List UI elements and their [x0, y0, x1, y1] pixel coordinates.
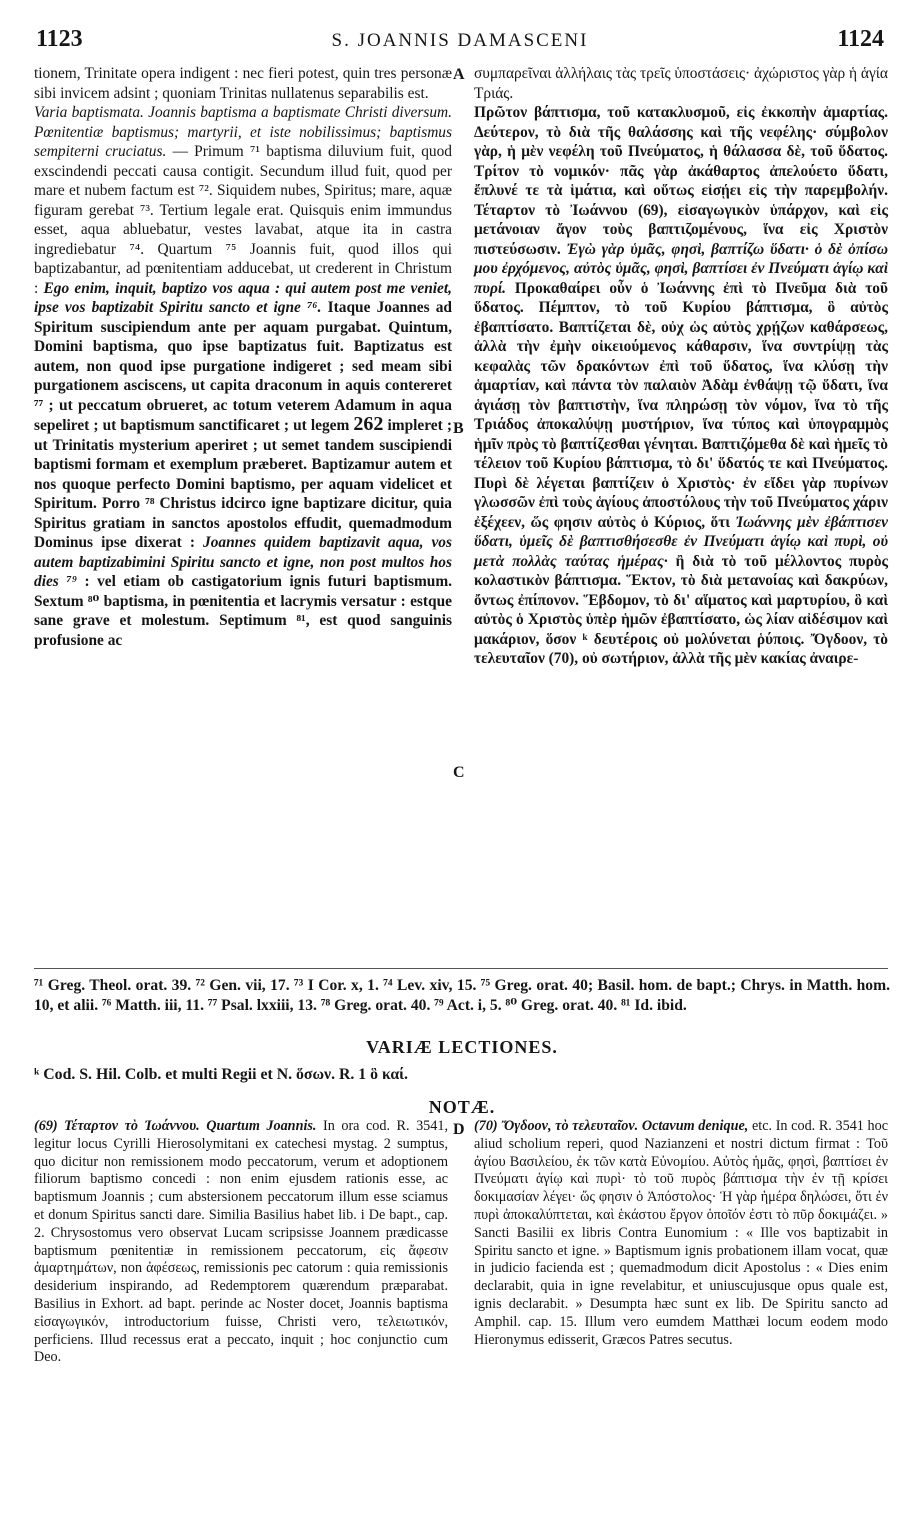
- latin-paragraph-3: Itaque Joannes ad Spiritum suscipiendum ante per aquam purgabat. Quintum, Domini baptisma, quo ipse baptizatus fuit. Baptizatus est autem, non quod ipse purgatione indigeret ; sed meam sibi purgationem asciscens, ut capita draconum in aquis contereret ⁷⁷ ; ut peccatum obrueret, ac totum veterem Adamum in aqua sepeliret ; ut baptismum sanctificaret ; ut legem: [34, 299, 452, 434]
- note-70: [474, 1118, 888, 1349]
- page-number-left: 1123: [36, 26, 83, 52]
- greek-quote-1: Ἐγὼ γὰρ ὑμᾶς, φησὶ, βαπτίζω ὕδατι· ὁ δὲ ὀπίσω μου ἐρχόμενος, αὐτὸς ὑμᾶς, φησὶ, βαπτίσει ἐν Πνεύματι ἁγίῳ καὶ πυρί.: [474, 240, 888, 297]
- latin-paragraph-2: — Primum ⁷¹ baptisma diluvium fuit, quod exscindendi peccati causa contigit. Secundum illud fuit, quod per mare et nubem factum est ⁷². Siquidem nubes, Spiritus; mare, aquæ figuram gerebat ⁷³. Tertium legale erat. Quisquis enim immundus esset, aqua abluebatur, vestes lavabat, atque ita in castra ingrediebatur ⁷⁴. Quartum ⁷⁵ Joannis fuit, quod illos qui baptizabantur, ad pœnitentiam adducebat, ut crederent in Christum :: [34, 143, 453, 297]
- greek-quote-2: Ἰωάννης μὲν ἐβάπτισεν ὕδατι, ὑμεῖς δὲ βαπτισθήσεσθε ἐν Πνεύματι ἁγίῳ καὶ πυρὶ, οὐ μετὰ πολλὰς ταύτας ἡμέρας·: [474, 513, 888, 570]
- note-70-body: etc. In cod. R. 3541 hoc aliud scholium reperi, quod Nazianzeni et nostri dictum firmat : Τοῦ ἁγίου Βασιλείου, ἐκ τῶν κατὰ Εὐνομίου. Αὐτὸς ἡμᾶς, φησὶ, βαπτίσει ἐν Πνεύματι ἁγίῳ καὶ πυρὶ· τὸ τοῦ πυρὸς βάπτισμα τὴν ἐν τῇ κρίσει δοκιμασίαν λέγει· ὥς φησιν ὁ Ἀπόστολος· Ἡ γὰρ ἡμέρα δηλώσει, ὅτι ἐν πυρὶ ἀποκαλύπτεται, καὶ ἑκάστου ἔργον ὁποῖόν ἐστι τὸ πῦρ δοκιμάζει. » Sancti Basilii ex libris Contra Eunomium : « Ille vos baptizabit in Spiritu sancto et igne. » Baptismum ignis probationem illam vocat, quæ in judicio facienda est ; quemadmodum dicit Apostolus : « Dies enim declarabit, quia in igne revelabitur, et uniuscujusque opus quale est, ignis declarabit. » Desumpta hæc sunt ex lib. De Spiritu sancto ad Amphil. cap. 15. Illum vero eumdem Matthæi locum eodem modo Hieronymus edisserit, Græcos Patres secutus.: [474, 1118, 889, 1348]
- variae-lectiones-heading: VARIÆ LECTIONES.: [366, 1037, 558, 1057]
- running-title: S. JOANNIS DAMASCENI: [331, 30, 589, 51]
- latin-quote-2: Joannes quidem baptizavit aqua, vos autem baptizabimini Spiritu sancto et igne, non post multos hos dies ⁷⁹: [34, 534, 452, 590]
- divider: [34, 968, 888, 969]
- latin-quote-1: Ego enim, inquit, baptizo vos aqua : qui autem post me veniet, ipse vos baptizabit Spiritu sancto et igne ⁷⁶.: [34, 279, 452, 316]
- column-number: 262: [353, 413, 384, 435]
- greek-paragraph-2: Πρῶτον βάπτισμα, τοῦ κατακλυσμοῦ, εἰς ἐκκοπὴν ἁμαρτίας. Δεύτερον, τὸ διὰ τῆς θαλάσσης καὶ τῆς νεφέλης· σύμβολον γὰρ, ἡ μὲν νεφέλη τοῦ Πνεύματος, ἡ θάλασσα δὲ, τοῦ ὕδατος. Τρίτον τὸ νομικόν· πᾶς γὰρ ἀκάθαρτος ἀπελούετο ὕδατι, ἔπλυνέ τε τὰ ἱμάτια, καὶ οὕτως εἰσῄει εἰς τὴν παρεμβολήν. Τέταρτον τὸ Ἰωάννου (69), εἰσαγωγικὸν ὑπάρχον, καὶ εἰς μετάνοιαν ἄγον τοὺς βαπτιζομένους, ἵνα εἰς Χριστὸν πιστεύσωσιν.: [474, 104, 888, 258]
- latin-section-heading: Varia baptismata. Joannis baptisma a baptismate Christi diversum. Pœnitentiæ baptismus; martyrii, et iste nobilissimus; baptismus sempiterni cruciatus.: [34, 104, 452, 160]
- note-70-label: (70) Ὄγδοον, τὸ τελευταῖον. Octavum denique,: [474, 1118, 749, 1134]
- variae-lectiones-text: ᵏ Cod. S. Hil. Colb. et multi Regii et N. ὅσων. R. 1 ὃ καί.: [34, 1066, 408, 1083]
- note-69: [34, 1118, 448, 1367]
- page-header: [36, 26, 884, 60]
- latin-paragraph-4: impleret ; ut Trinitatis mysterium aperiret ; ut semet tandem suscipiendi baptismi formam et exemplum præberet. Baptizamur autem et nos quoque perfecto Domini baptismo, per aquam videlicet et Spiritum. Porro ⁷⁸ Christus idcirco igne baptizare dicitur, quia Spiritus gratiam in sanctos apostolos effudit, quemadmodum Dominus ipse dixerat :: [34, 417, 452, 551]
- latin-column: [34, 64, 452, 650]
- greek-paragraph-4: ἢ διὰ τὸ τοῦ μέλλοντος πυρὸς κολαστικὸν βάπτισμα. Ἕκτον, τὸ διὰ μετανοίας καὶ δακρύων, ὄντως ἐπίπονον. Ἕβδομον, τὸ δι' αἵματος καὶ μαρτυρίου, ὃ καὶ αὐτὸς ὁ Χριστὸς ὑπὲρ ἡμῶν ἐβαπτίσατο, ὡς λίαν αἰδέσιμον καὶ μακάριον, ὅσον ᵏ δευτέροις οὐ μολύνεται ῥύποις. Ὄγδοον, τὸ τελευταῖον (70), οὐ σωτήριον, ἀλλὰ τῆς μὲν κακίας ἀναιρε-: [474, 552, 889, 667]
- margin-mark-b: B: [453, 420, 464, 437]
- latin-paragraph-1: tionem, Trinitate opera indigent : nec fieri potest, quin tres personæ sibi invicem adsint ; quoniam Trinitas nullatenus separabilis est.: [34, 65, 452, 102]
- margin-mark-d: D: [453, 1121, 465, 1138]
- note-69-body: In ora cod. R. 3541, legitur locus Cyrilli Hierosolymitani ex catechesi mystag. 2 sumptus, quo dicitur non remissionem modo peccatorum, verum et adoptionem filiorum baptismo concedi : non enim ejusdem rationis esse, ac baptismum Joannis ; cum abstersionem peccatorum illum esse sciamus et donum Spiritus sancti dare. Similia Basilius habet lib. i De bapt., cap. 2. Chrysostomus vero observat Lucam scripsisse Joannem prædicasse baptismum pœnitentiæ in remissionem peccatorum, εἰς ἄφεσιν ἁμαρτημάτων, non ἀφέσεως, remissionis pec catorum : quia remissionis desiderium inspirando, ad Redemptorem quærendum præparabat. Basilius in Exhort. ad bapt. perinde ac Noster docet, Joannis baptisma εἰσαγωγικόν, introductorium fuisse, Christi vero, τελειωτικόν, perficiens. Illud recessus erat a peccato, inquit ; hoc conjunctio cum Deo.: [34, 1118, 449, 1366]
- notae-heading: NOTÆ.: [428, 1097, 496, 1117]
- margin-mark-a: A: [453, 66, 465, 83]
- scripture-references: ⁷¹ Greg. Theol. orat. 39. ⁷² Gen. vii, 17. ⁷³ I Cor. x, 1. ⁷⁴ Lev. xiv, 15. ⁷⁵ Greg. orat. 40; Basil. hom. de bapt.; Chrys. in Matth. hom. 10, et alii. ⁷⁶ Matth. iii, 11. ⁷⁷ Psal. lxxiii, 13. ⁷⁸ Greg. orat. 40. ⁷⁹ Act. i, 5. ⁸⁰ Greg. orat. 40. ⁸¹ Id. ibid.: [34, 977, 890, 1014]
- greek-column: [474, 64, 888, 669]
- greek-paragraph-3: Προκαθαίρει οὖν ὁ Ἰωάννης ἐπὶ τὸ Πνεῦμα διὰ τοῦ ὕδατος. Πέμπτον, τὸ τοῦ Κυρίου βάπτισμα, ὃ αὐτὸς ἐβαπτίσατο. Βαπτίζεται δὲ, οὐχ ὡς αὐτὸς χρῄζων καθάρσεως, ἀλλὰ τὴν ἐμὴν οἰκειούμενος κάθαρσιν, ἵνα συντρίψῃ τὰς κεφαλὰς τῶν δρακόντων ἐπὶ τοῦ ὕδατος, ἵνα κλύσῃ τὴν ἁμαρτίαν, καὶ πάντα τὸν παλαιὸν Ἀδὰμ ἐνθάψῃ τῷ ὕδατι, ἵνα ἁγιάσῃ τὸν βαπτιστὴν, ἵνα πληρώσῃ τὸν νόμον, ἵνα τὸ τῆς Τριάδος ἀποκαλύψῃ μυστήριον, ἵνα τύπος καὶ ὑπογραμμὸς ἡμῖν πρὸς τὸ βαπτίζεσθαι γένηται. Βαπτιζόμεθα δὲ καὶ ἡμεῖς τὸ τέλειον τοῦ Κυρίου βάπτισμα, τὸ δι' ὕδατός τε καὶ Πνεύματος. Πυρὶ δὲ λέγεται βαπτίζειν ὁ Χριστὸς· ἐν εἴδει γὰρ πυρίνων γλωσσῶν ἐπὶ τοὺς ἁγίους ἀποστόλους τὴν τοῦ Πνεύματος χάριν ἐξέχεεν, ὥς φησιν αὐτὸς ὁ Κύριος, ὅτι: [474, 279, 888, 531]
- latin-paragraph-5: : vel etiam ob castigatorium ignis futuri baptismum. Sextum ⁸⁰ baptisma, in pœnitentia et lacrymis versatur : estque sane grave et molestum. Septimum ⁸¹, est quod sanguinis profusione ac: [34, 573, 452, 649]
- page-number-right: 1124: [837, 26, 884, 52]
- note-69-label: (69) Τέταρτον τὸ Ἰωάννου. Quartum Joannis.: [34, 1118, 317, 1134]
- greek-paragraph-1: συμπαρεῖναι ἀλλήλαις τὰς τρεῖς ὑποστάσεις· ἀχώριστος γὰρ ἡ ἁγία Τριάς.: [474, 65, 888, 102]
- margin-mark-c: C: [453, 764, 465, 781]
